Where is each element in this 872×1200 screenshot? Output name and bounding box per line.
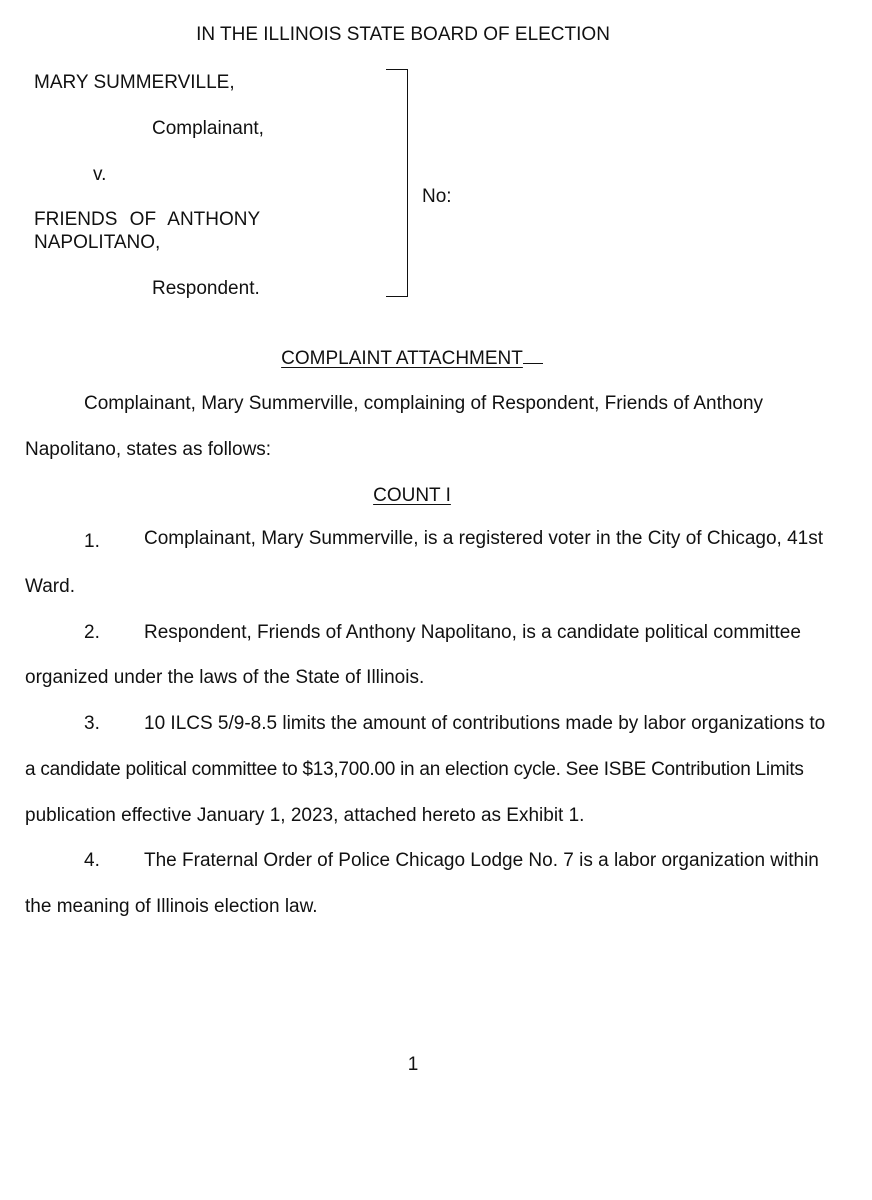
- paragraph-line: publication effective January 1, 2023, attached hereto as Exhibit 1.: [25, 805, 585, 826]
- caption-bracket: [386, 69, 408, 297]
- paragraph-line: 10 ILCS 5/9-8.5 limits the amount of contributions made by labor organizations to: [144, 713, 826, 734]
- count-heading-text: COUNT I: [373, 485, 451, 506]
- paragraph-line: Complainant, Mary Summerville, is a registered voter in the City of Chicago, 41st: [144, 528, 823, 549]
- intro-line-2: Napolitano, states as follows:: [25, 439, 272, 460]
- paragraph-number: 2.: [84, 622, 100, 643]
- document-heading-text: COMPLAINT ATTACHMENT: [281, 348, 523, 369]
- paragraph-number: 1.: [84, 531, 100, 552]
- page-number: 1: [407, 1054, 419, 1075]
- case-number-label: No:: [422, 186, 452, 207]
- paragraph-number: 4.: [84, 850, 100, 871]
- heading-underline-trail: [523, 349, 543, 364]
- count-heading: [0, 485, 824, 507]
- respondent-name-line2: NAPOLITANO,: [34, 232, 161, 253]
- paragraph-line: organized under the laws of the State of Illinois.: [25, 667, 425, 688]
- paragraph-line: the meaning of Illinois election law.: [25, 896, 318, 917]
- paragraph-line: Respondent, Friends of Anthony Napolitano, is a candidate political committee: [144, 622, 801, 643]
- complainant-role: Complainant,: [152, 118, 264, 139]
- paragraph-number: 3.: [84, 713, 100, 734]
- paragraph-line: The Fraternal Order of Police Chicago Lodge No. 7 is a labor organization within: [144, 850, 819, 871]
- court-title: IN THE ILLINOIS STATE BOARD OF ELECTION: [196, 24, 610, 45]
- versus-label: v.: [93, 164, 107, 185]
- respondent-name-line1: FRIENDS OF ANTHONY: [34, 209, 261, 230]
- document-heading: [0, 348, 824, 370]
- paragraph-line: a candidate political committee to $13,700.00 in an election cycle. See ISBE Contribution Limits: [25, 759, 804, 780]
- paragraph-line: Ward.: [25, 576, 75, 597]
- complainant-name: MARY SUMMERVILLE,: [34, 72, 235, 93]
- intro-line-1: Complainant, Mary Summerville, complaining of Respondent, Friends of Anthony: [84, 393, 764, 414]
- respondent-role: Respondent.: [152, 278, 260, 299]
